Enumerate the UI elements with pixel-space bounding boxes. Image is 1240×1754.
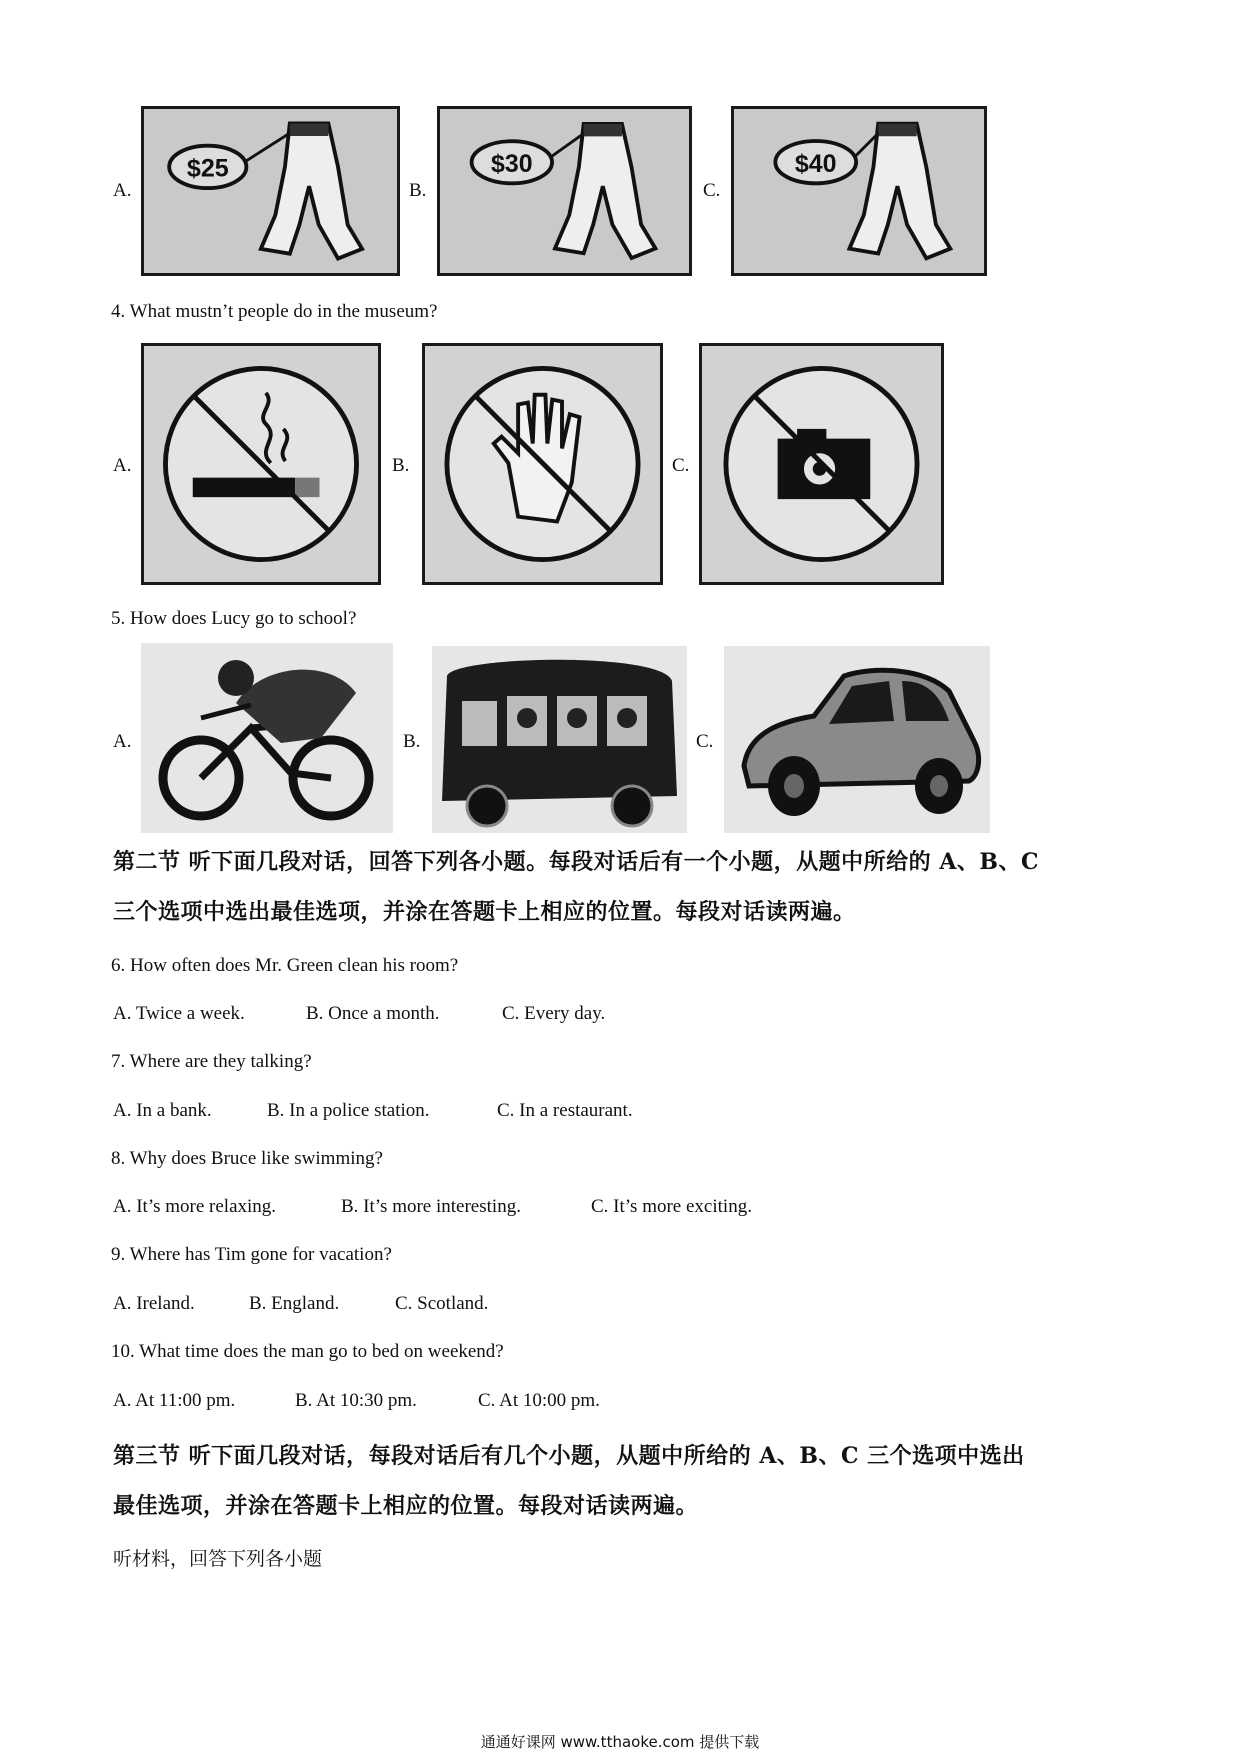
q10-option-b: B. At 10:30 pm. bbox=[295, 1390, 417, 1411]
no-photography-icon bbox=[702, 346, 941, 582]
no-touching-sign-image bbox=[422, 343, 663, 585]
q7-option-b: B. In a police station. bbox=[267, 1100, 430, 1121]
q4-option-b-letter: B. bbox=[392, 455, 410, 476]
q3-option-a-letter: A. bbox=[113, 180, 132, 201]
q7-option-a: A. In a bank. bbox=[113, 1100, 212, 1121]
q3-option-c-letter: C. bbox=[703, 180, 721, 201]
no-smoking-sign-image bbox=[141, 343, 381, 585]
pants-price-image-a bbox=[141, 106, 400, 276]
bicycle-image bbox=[141, 643, 393, 833]
section-3-heading-line1: 第三节 听下面几段对话，每段对话后有几个小题，从题中所给的 A、B、C 三个选项中选出 bbox=[113, 1443, 1025, 1469]
no-smoking-icon bbox=[144, 346, 378, 582]
q4-option-a-letter: A. bbox=[113, 455, 132, 476]
q9-option-c: C. Scotland. bbox=[395, 1293, 489, 1314]
q10-option-a: A. At 11:00 pm. bbox=[113, 1390, 236, 1411]
price-tag-a: $25 bbox=[186, 154, 229, 183]
q9-question: 9. Where has Tim gone for vacation? bbox=[111, 1244, 392, 1265]
price-tag-b: $30 bbox=[491, 149, 533, 178]
q7-option-c: C. In a restaurant. bbox=[497, 1100, 633, 1121]
car-image bbox=[724, 646, 990, 833]
bicycle-icon bbox=[141, 643, 393, 833]
q9-option-b: B. England. bbox=[249, 1293, 340, 1314]
q8-option-a: A. It’s more relaxing. bbox=[113, 1196, 277, 1217]
q8-question: 8. Why does Bruce like swimming? bbox=[111, 1148, 383, 1169]
q5-question: 5. How does Lucy go to school? bbox=[111, 608, 357, 629]
no-photography-sign-image bbox=[699, 343, 944, 585]
q4-option-c-letter: C. bbox=[672, 455, 690, 476]
q9-option-a: A. Ireland. bbox=[113, 1293, 195, 1314]
q6-option-a: A. Twice a week. bbox=[113, 1003, 245, 1024]
q10-question: 10. What time does the man go to bed on weekend? bbox=[111, 1341, 504, 1362]
q3-option-b-letter: B. bbox=[409, 180, 427, 201]
q6-option-b: B. Once a month. bbox=[306, 1003, 440, 1024]
section-3-heading-line2: 最佳选项，并涂在答题卡上相应的位置。每段对话读两遍。 bbox=[113, 1493, 699, 1519]
pants-icon bbox=[440, 109, 689, 273]
section-2-heading-line2: 三个选项中选出最佳选项，并涂在答题卡上相应的位置。每段对话读两遍。 bbox=[113, 899, 856, 925]
q7-question: 7. Where are they talking? bbox=[111, 1051, 312, 1072]
section-2-heading-line1: 第二节 听下面几段对话，回答下列各小题。每段对话后有一个小题，从题中所给的 A、B、C bbox=[113, 849, 1039, 875]
pants-price-image-c bbox=[731, 106, 987, 276]
q10-option-c: C. At 10:00 pm. bbox=[478, 1390, 600, 1411]
q5-option-c-letter: C. bbox=[696, 731, 714, 752]
q4-question: 4. What mustn’t people do in the museum? bbox=[111, 301, 438, 322]
price-tag-c: $40 bbox=[794, 149, 837, 178]
bus-image bbox=[432, 646, 687, 833]
q6-option-c: C. Every day. bbox=[502, 1003, 606, 1024]
q5-option-b-letter: B. bbox=[403, 731, 421, 752]
q6-question: 6. How often does Mr. Green clean his room? bbox=[111, 955, 459, 976]
pants-price-image-b bbox=[437, 106, 692, 276]
pants-icon bbox=[734, 109, 984, 273]
section-3-instruction: 听材料，回答下列各小题 bbox=[113, 1548, 323, 1570]
bus-icon bbox=[432, 646, 687, 833]
page-footer: 通通好课网 www.tthaoke.com 提供下载 bbox=[480, 1733, 760, 1751]
pants-icon bbox=[144, 109, 397, 273]
q8-option-c: C. It’s more exciting. bbox=[591, 1196, 752, 1217]
car-icon bbox=[724, 646, 990, 833]
q5-option-a-letter: A. bbox=[113, 731, 132, 752]
q8-option-b: B. It’s more interesting. bbox=[341, 1196, 521, 1217]
no-touching-icon bbox=[425, 346, 660, 582]
